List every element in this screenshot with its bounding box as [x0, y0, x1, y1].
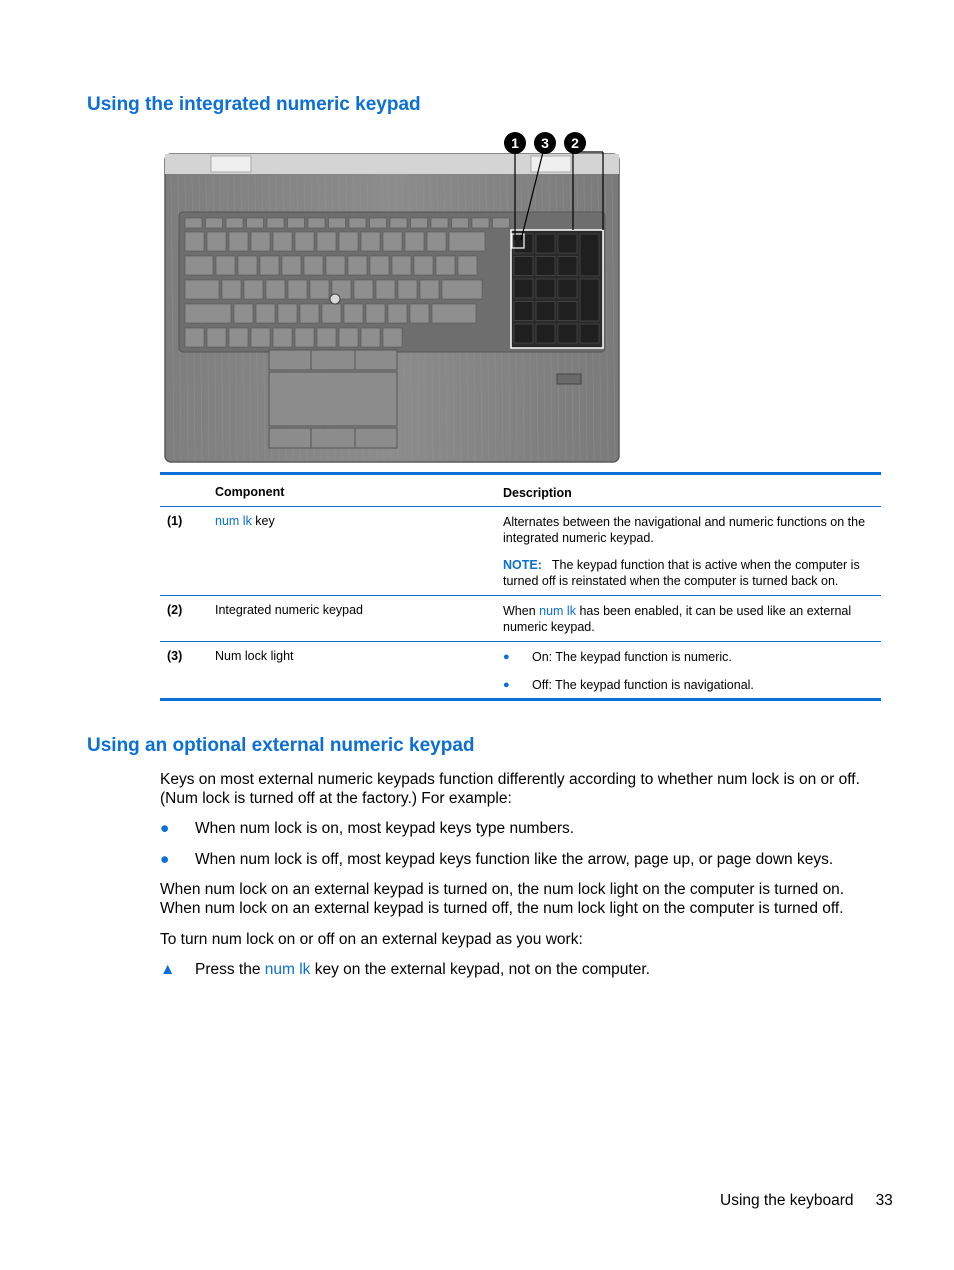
key: [295, 232, 314, 251]
page-footer: [720, 1192, 893, 1210]
key: [234, 304, 253, 323]
key: [222, 280, 241, 299]
key: [251, 232, 270, 251]
list-item: ● Off: The keypad function is navigational.: [503, 678, 754, 692]
key: [216, 256, 235, 275]
footer-section-title: Using the keyboard: [720, 1192, 854, 1209]
key: [376, 280, 395, 299]
key: [300, 304, 319, 323]
key: [282, 256, 301, 275]
key: [361, 232, 380, 251]
key: [207, 328, 226, 347]
key: [238, 256, 257, 275]
callout-2: [564, 132, 586, 154]
key: [398, 280, 417, 299]
key: [288, 280, 307, 299]
key: [410, 304, 429, 323]
key: [442, 280, 482, 299]
key: [383, 232, 402, 251]
key: [420, 280, 439, 299]
key: [322, 304, 341, 323]
key: [432, 304, 476, 323]
key: [304, 256, 323, 275]
component-cell: Num lock light: [215, 649, 294, 663]
header-component: Component: [215, 485, 285, 499]
key: [449, 232, 485, 251]
key: [251, 328, 270, 347]
row-number: (3): [167, 649, 183, 663]
key: [317, 232, 336, 251]
pointing-stick: [330, 294, 340, 304]
key: [273, 328, 292, 347]
page-number: 33: [875, 1192, 893, 1209]
bullet-icon: ●: [160, 851, 170, 868]
key: [185, 232, 204, 251]
key: [229, 328, 248, 347]
key: [366, 304, 385, 323]
num-lk-link: num lk: [264, 961, 311, 978]
keyboard-illustration: [163, 130, 623, 466]
svg-text:1: 1: [511, 135, 519, 151]
description-cell: [503, 649, 881, 705]
header-description: Description: [503, 486, 572, 500]
key: [266, 280, 285, 299]
key: [354, 280, 373, 299]
touchpad: [269, 372, 397, 426]
row-number: (1): [167, 514, 183, 528]
key: [185, 256, 213, 275]
key: [436, 256, 455, 275]
key: [458, 256, 477, 275]
key: [383, 328, 402, 347]
section-heading-integrated-keypad: Using the integrated numeric keypad: [87, 94, 421, 115]
table-header-row: [160, 475, 881, 506]
description-cell: When num lk has been enabled, it can be used like an external numeric keypad.: [503, 604, 852, 634]
key: [185, 328, 204, 347]
key: [326, 256, 345, 275]
paragraph: To turn num lock on or off on an external keypad as you work:: [160, 931, 583, 948]
key: [392, 256, 411, 275]
key: [310, 280, 329, 299]
table-row: [160, 596, 881, 641]
num-lk-link: num lk: [215, 514, 252, 528]
component-cell: num lk key: [215, 514, 275, 528]
section-heading-external-keypad: Using an optional external numeric keypad: [87, 735, 475, 756]
svg-text:2: 2: [571, 135, 579, 151]
key: [229, 232, 248, 251]
key: [348, 256, 367, 275]
key: [388, 304, 407, 323]
key: [260, 256, 279, 275]
bullet-icon: ●: [160, 820, 170, 837]
callout-3: [534, 132, 556, 154]
key: [370, 256, 389, 275]
note: NOTE: The keypad function that is active when the computer is turned off is reinstated when the computer is turned back on.: [503, 558, 860, 588]
key: [185, 304, 231, 323]
fingerprint-reader: [557, 374, 581, 384]
key: [256, 304, 275, 323]
key: [207, 232, 226, 251]
description-cell: Alternates between the navigational and numeric functions on the integrated numeric keypad. NOTE: The keypad function that is active when the computer is turned off is reinstated when the computer is turned back on.: [503, 514, 881, 589]
key: [414, 256, 433, 275]
table-row: [160, 642, 881, 698]
key: [317, 328, 336, 347]
component-cell: Integrated numeric keypad: [215, 603, 364, 617]
key: [361, 328, 380, 347]
callout-1: [504, 132, 526, 154]
table-row: [160, 507, 881, 595]
row-number: (2): [167, 603, 183, 617]
key: [295, 328, 314, 347]
key: [185, 280, 219, 299]
key: [405, 232, 424, 251]
key: [344, 304, 363, 323]
components-table: [160, 472, 881, 701]
key: [427, 232, 446, 251]
key: [244, 280, 263, 299]
list-item: ● On: The keypad function is numeric.: [503, 650, 732, 664]
paragraph: When num lock on an external keypad is turned on, the num lock light on the computer is turned on. When num lock on an external keypad is turned off, the num lock light on the computer is turned off.: [160, 881, 845, 917]
key: [339, 328, 358, 347]
intro-paragraph: Keys on most external numeric keypads function differently according to whether num lock is on or off. (Num lock is turned off at the factory.) For example:: [160, 771, 860, 807]
key: [278, 304, 297, 323]
svg-text:3: 3: [541, 135, 549, 151]
key: [273, 232, 292, 251]
triangle-step-icon: ▲: [160, 961, 176, 978]
key: [339, 232, 358, 251]
